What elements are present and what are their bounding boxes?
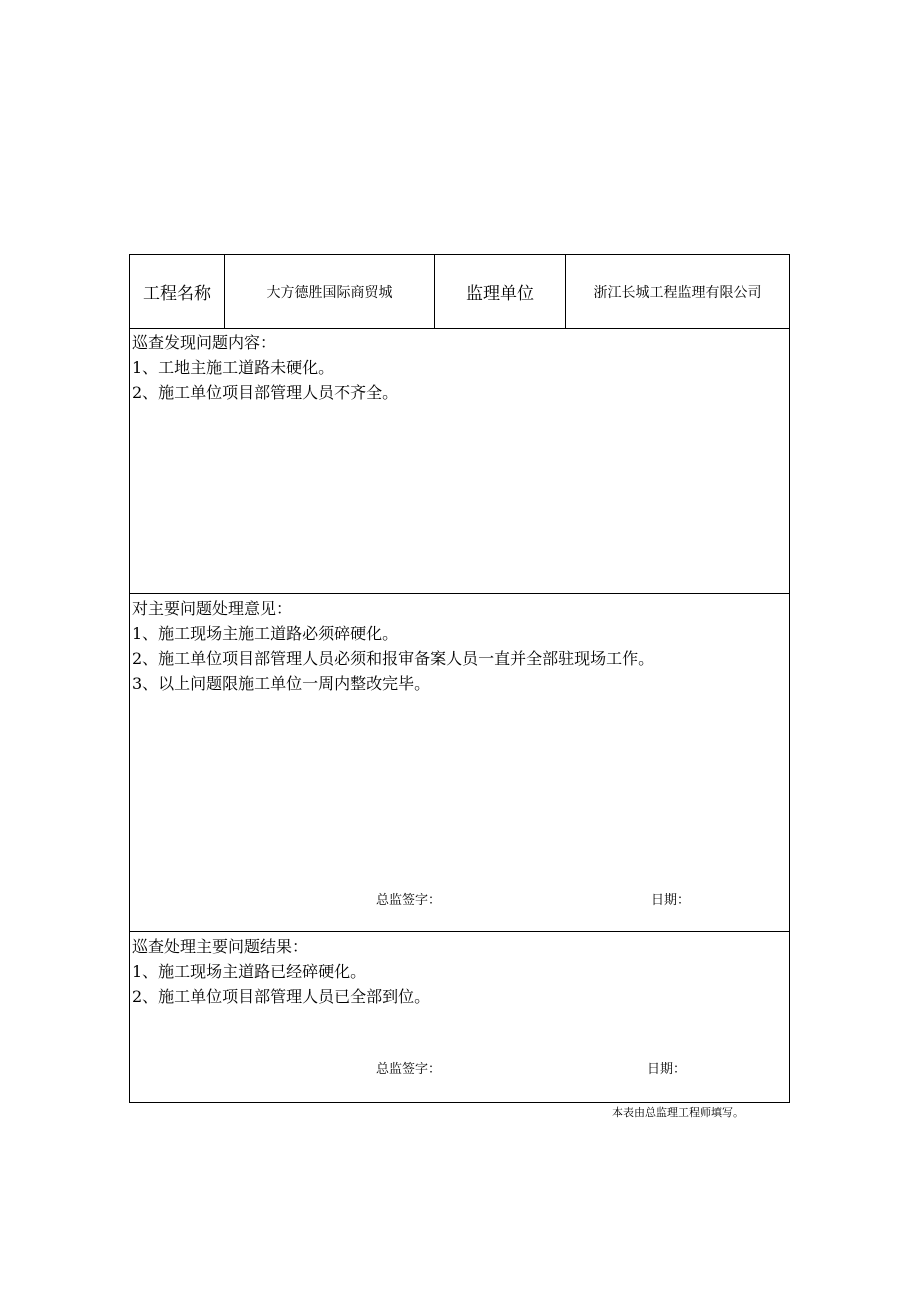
result-item: 1、施工现场主道路已经碎硬化。 (132, 962, 367, 981)
supervisor-unit-value: 浙江长城工程监理有限公司 (593, 284, 762, 301)
handling-results-section (130, 932, 789, 1102)
opinion-item: 2、施工单位项目部管理人员必须和报审备案人员一直并全部驻现场工作。 (132, 649, 655, 668)
handling-opinions-title: 对主要问题处理意见： (132, 599, 293, 618)
date-label: 日期： (651, 893, 691, 908)
chief-signature-label: 总监签字： (376, 893, 442, 908)
finding-item: 1、工地主施工道路未硬化。 (132, 358, 335, 377)
finding-item: 2、施工单位项目部管理人员不齐全。 (132, 383, 399, 402)
inspection-form (129, 254, 790, 1103)
opinion-item: 1、施工现场主施工道路必须碎硬化。 (132, 624, 399, 643)
handling-opinions-section (130, 594, 789, 932)
chief-signature-label: 总监签字： (376, 1062, 442, 1077)
form-footnote: 本表由总监理工程师填写。 (612, 1106, 744, 1119)
inspection-findings-section (130, 328, 789, 594)
project-name-label: 工程名称 (130, 255, 225, 328)
header-row (130, 255, 789, 329)
result-item: 2、施工单位项目部管理人员已全部到位。 (132, 987, 431, 1006)
date-label: 日期： (647, 1062, 687, 1077)
project-name-value: 大方德胜国际商贸城 (225, 255, 435, 328)
opinion-item: 3、以上问题限施工单位一周内整改完毕。 (132, 674, 431, 693)
supervisor-unit-label: 监理单位 (435, 255, 566, 328)
handling-results-title: 巡查处理主要问题结果： (132, 937, 309, 956)
inspection-findings-title: 巡查发现问题内容： (132, 333, 277, 352)
